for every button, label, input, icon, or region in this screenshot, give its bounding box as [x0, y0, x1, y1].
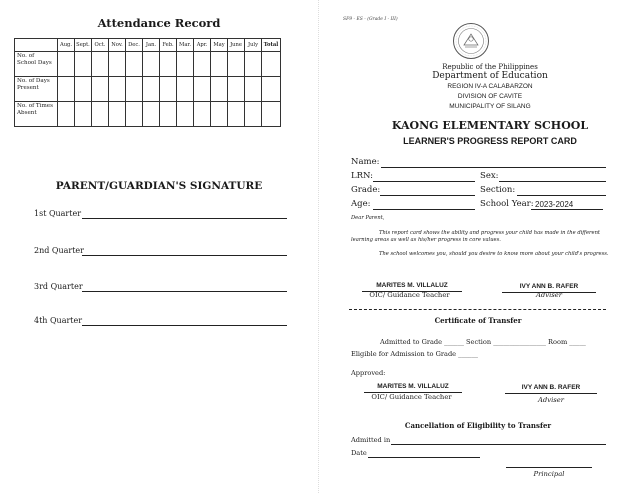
- month-header: Nov.: [109, 39, 126, 52]
- attendance-title: Attendance Record: [97, 16, 221, 30]
- attendance-row: [15, 77, 281, 102]
- signature-line[interactable]: [82, 290, 287, 292]
- attendance-cell[interactable]: [92, 102, 109, 127]
- attendance-cell[interactable]: [194, 52, 211, 77]
- lrn-field[interactable]: [373, 180, 475, 182]
- month-header: Oct.: [92, 39, 109, 52]
- oic-role: OIC/ Guidance Teacher: [369, 291, 450, 299]
- transfer-title: Certificate of Transfer: [434, 316, 522, 325]
- month-header: Jan.: [143, 39, 160, 52]
- grade-label: Grade:: [351, 185, 381, 195]
- attendance-cell[interactable]: [75, 52, 92, 77]
- school-year-value: 2023-2024: [535, 200, 574, 209]
- attendance-cell[interactable]: [228, 77, 245, 102]
- section-separator: [349, 308, 606, 310]
- republic-line: Republic of the Philippines: [442, 63, 538, 71]
- attendance-row: [15, 102, 281, 127]
- admitted-in-field[interactable]: [391, 443, 606, 445]
- attendance-cell[interactable]: [194, 102, 211, 127]
- signature-line[interactable]: [82, 217, 287, 219]
- attendance-cell[interactable]: [211, 102, 228, 127]
- adviser-signature-line: [505, 392, 597, 394]
- date-field[interactable]: [368, 456, 480, 458]
- attendance-cell[interactable]: [194, 77, 211, 102]
- name-field[interactable]: [381, 166, 606, 168]
- attendance-cell[interactable]: [58, 52, 75, 77]
- department-line: Department of Education: [432, 71, 548, 81]
- attendance-cell[interactable]: [177, 102, 194, 127]
- sex-label: Sex:: [480, 171, 499, 181]
- attendance-cell[interactable]: [143, 77, 160, 102]
- principal-label: Principal: [533, 470, 565, 478]
- attendance-cell[interactable]: [211, 77, 228, 102]
- grade-field[interactable]: [380, 194, 475, 196]
- quarter-label: 2nd Quarter: [34, 246, 84, 255]
- adviser-name: IVY ANN B. RAFER: [521, 384, 581, 391]
- admitted-in-label: Admitted in: [351, 436, 391, 444]
- month-header: June: [228, 39, 245, 52]
- month-header: July: [245, 39, 262, 52]
- section-label: Section:: [480, 185, 516, 195]
- month-header: Aug.: [58, 39, 75, 52]
- attendance-cell[interactable]: [92, 77, 109, 102]
- adviser-role: Adviser: [537, 396, 565, 404]
- date-label: Date: [351, 449, 367, 457]
- card-title: LEARNER'S PROGRESS REPORT CARD: [403, 136, 577, 146]
- letter-paragraph-2: The school welcomes you, should you desire to know more about your child's progress.: [379, 251, 609, 257]
- letter-paragraph-1: This report card shows the ability and progress your child has made in the different learning areas as well as his/her progress in core values.: [351, 230, 601, 243]
- month-header: Feb.: [160, 39, 177, 52]
- attendance-cell[interactable]: [126, 52, 143, 77]
- corner-cell: [15, 39, 58, 52]
- transfer-approved-label: Approved:: [351, 369, 386, 377]
- lrn-label: LRN:: [351, 171, 374, 181]
- attendance-cell[interactable]: [75, 77, 92, 102]
- attendance-cell[interactable]: [245, 52, 262, 77]
- school-name: KAONG ELEMENTARY SCHOOL: [391, 119, 589, 132]
- section-field[interactable]: [517, 194, 606, 196]
- attendance-cell[interactable]: [177, 52, 194, 77]
- attendance-cell[interactable]: [58, 102, 75, 127]
- attendance-cell[interactable]: [126, 77, 143, 102]
- deped-seal-icon: [452, 22, 490, 60]
- school-year-label: School Year:: [480, 199, 534, 209]
- transfer-eligible-line: Eligible for Admission to Grade ______: [351, 350, 478, 358]
- oic-role: OIC/ Guidance Teacher: [371, 393, 452, 401]
- attendance-cell[interactable]: [109, 52, 126, 77]
- month-header: May: [211, 39, 228, 52]
- attendance-cell[interactable]: [126, 102, 143, 127]
- quarter-label: 1st Quarter: [34, 209, 82, 218]
- attendance-row: [15, 52, 281, 77]
- signature-line[interactable]: [82, 254, 287, 256]
- principal-signature-line: [506, 466, 592, 468]
- attendance-cell[interactable]: [211, 52, 228, 77]
- attendance-cell[interactable]: [160, 102, 177, 127]
- name-label: Name:: [351, 157, 380, 167]
- attendance-cell[interactable]: [92, 52, 109, 77]
- region-line: REGION IV-A CALABARZON: [447, 83, 533, 90]
- attendance-total-cell[interactable]: [262, 102, 281, 127]
- quarter-label: 3rd Quarter: [34, 282, 83, 291]
- age-label: Age:: [351, 199, 371, 209]
- attendance-cell[interactable]: [143, 52, 160, 77]
- school-year-field[interactable]: [531, 208, 603, 210]
- transfer-admitted-line: Admitted to Grade ______ Section ________________ Room _____: [380, 338, 586, 346]
- attendance-cell[interactable]: [245, 77, 262, 102]
- attendance-cell[interactable]: [143, 102, 160, 127]
- attendance-total-cell[interactable]: [262, 52, 281, 77]
- attendance-cell[interactable]: [228, 52, 245, 77]
- form-code: SF9 - ES - (Grade I - III): [343, 17, 398, 22]
- month-header: Mar.: [177, 39, 194, 52]
- total-header: Total: [262, 39, 281, 52]
- attendance-cell[interactable]: [109, 77, 126, 102]
- cancellation-title: Cancellation of Eligibility to Transfer: [404, 421, 552, 430]
- division-line: DIVISION OF CAVITE: [457, 93, 523, 100]
- attendance-cell[interactable]: [177, 77, 194, 102]
- attendance-header-row: [15, 39, 281, 52]
- attendance-total-cell[interactable]: [262, 77, 281, 102]
- parent-signature-title: PARENT/GUARDIAN'S SIGNATURE: [55, 180, 263, 192]
- sex-field[interactable]: [499, 180, 606, 182]
- attendance-cell[interactable]: [58, 77, 75, 102]
- month-header: Dec.: [126, 39, 143, 52]
- attendance-cell[interactable]: [160, 52, 177, 77]
- attendance-cell[interactable]: [228, 102, 245, 127]
- municipality-line: MUNICIPALITY OF SILANG: [449, 103, 531, 110]
- attendance-cell[interactable]: [75, 102, 92, 127]
- attendance-table: [14, 38, 281, 127]
- adviser-name: IVY ANN B. RAFER: [519, 283, 579, 290]
- month-header: Sept.: [75, 39, 92, 52]
- quarter-label: 4th Quarter: [34, 316, 83, 325]
- oic-name: MARITES M. VILLALUZ: [377, 383, 449, 390]
- attendance-row-label: No. of Times Absent: [15, 102, 58, 127]
- signature-line[interactable]: [82, 324, 287, 326]
- month-header: Apr.: [194, 39, 211, 52]
- attendance-row-label: No. of Days Present: [15, 77, 58, 102]
- adviser-role: Adviser: [535, 291, 563, 299]
- oic-name: MARITES M. VILLALUZ: [376, 282, 448, 289]
- age-field[interactable]: [373, 208, 475, 210]
- page-fold-divider: [318, 0, 319, 493]
- attendance-cell[interactable]: [109, 102, 126, 127]
- attendance-cell[interactable]: [245, 102, 262, 127]
- letter-salutation: Dear Parent,: [351, 215, 385, 221]
- attendance-cell[interactable]: [160, 77, 177, 102]
- attendance-row-label: No. of School Days: [15, 52, 58, 77]
